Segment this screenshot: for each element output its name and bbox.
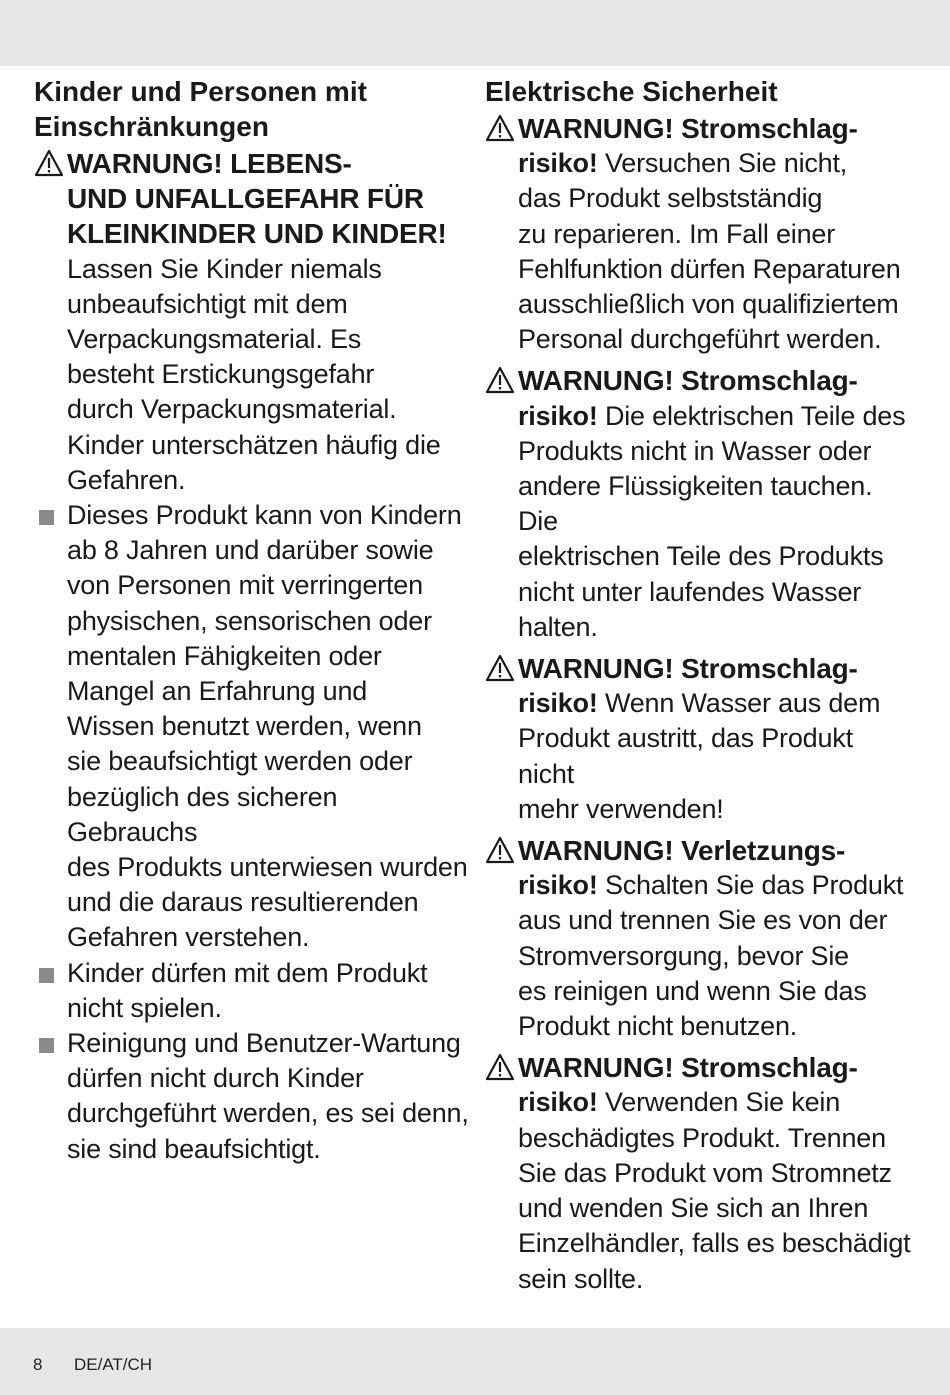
left-column	[34, 74, 469, 1167]
bullet-line: Gefahren verstehen.	[67, 922, 310, 953]
warning-text-line: Kinder unterschätzen häufig die	[67, 429, 441, 460]
warning-triangle-icon	[485, 1053, 515, 1081]
bullet-line: nicht spielen.	[67, 992, 222, 1023]
header-band	[0, 0, 950, 66]
warning-text-line: es reinigen und wenn Sie das	[518, 975, 867, 1006]
bullet-line: von Personen mit verringerten	[67, 570, 423, 601]
warning-text-line: Versuchen Sie nicht,	[597, 148, 848, 179]
warning-block	[485, 651, 915, 827]
bullet-line: Reinigung und Benutzer-Wartung	[67, 1028, 461, 1059]
warning-text-line: Personal durchgeführt werden.	[518, 324, 882, 355]
warning-title: WARNUNG! Verletzungs-	[518, 835, 846, 867]
square-bullet-icon	[39, 968, 54, 983]
warning-block	[485, 111, 915, 357]
warning-text-line: Fehlfunktion dürfen Reparaturen	[518, 253, 901, 284]
warning-text-line: Die elektrischen Teile des	[597, 400, 906, 431]
warning-triangle-icon	[34, 149, 64, 177]
warning-text-line: sein sollte.	[518, 1263, 644, 1294]
warning-text-line: Produkt austritt, das Produkt nicht	[518, 723, 853, 789]
warning-text-line: Verwenden Sie kein	[597, 1087, 841, 1118]
warning-text-line: ausschließlich von qualifiziertem	[518, 289, 899, 320]
bullet-line: durchgeführt werden, es sei denn,	[67, 1098, 469, 1129]
bullet-line: sie sind beaufsichtigt.	[67, 1133, 321, 1164]
warning-lead: risiko!	[518, 870, 598, 901]
warning-text-line: halten.	[518, 611, 598, 642]
warning-triangle-icon	[485, 654, 515, 682]
warning-lead: risiko!	[518, 400, 598, 431]
bullet-line: Wissen benutzt werden, wenn	[67, 711, 422, 742]
warning-text-line: elektrischen Teile des Produkts	[518, 541, 884, 572]
warning-block-children	[34, 146, 469, 498]
right-column	[485, 74, 915, 1297]
section-heading-electrical: Elektrische Sicherheit	[485, 76, 778, 107]
warning-title: WARNUNG! Stromschlag-	[518, 1052, 858, 1084]
warning-block	[485, 363, 915, 645]
heading-line: Kinder und Personen mit	[34, 76, 367, 107]
section-heading-children	[34, 74, 469, 144]
warning-title: WARNUNG! Stromschlag-	[518, 113, 858, 144]
warning-text-line: Verpackungsmaterial. Es	[67, 324, 362, 355]
bullet-line: bezüglich des sicheren Gebrauchs	[67, 781, 338, 847]
warning-text-line: besteht Erstickungsgefahr	[67, 359, 375, 390]
warning-text-line: aus und trennen Sie es von der	[518, 905, 888, 936]
warning-text-line: beschädigtes Produkt. Trennen	[518, 1122, 886, 1153]
warning-text-line: zu reparieren. Im Fall einer	[518, 218, 836, 249]
warning-title-line: KLEINKINDER UND KINDER!	[67, 218, 447, 250]
warning-text-line: Gefahren.	[67, 464, 186, 495]
warning-lead: risiko!	[518, 688, 598, 719]
bullet-line: ab 8 Jahren und darüber sowie	[67, 535, 434, 566]
warning-text-line: nicht unter laufendes Wasser	[518, 576, 862, 607]
bullet-line: mentalen Fähigkeiten oder	[67, 640, 382, 671]
warning-triangle-icon	[485, 114, 515, 142]
warning-text-line: Schalten Sie das Produkt	[597, 870, 904, 901]
warning-title: WARNUNG! Stromschlag-	[518, 365, 858, 397]
warning-text-line: und wenden Sie sich an Ihren	[518, 1193, 869, 1224]
warning-text-line: Produkts nicht in Wasser oder	[518, 435, 872, 466]
bullet-line: des Produkts unterwiesen wurden	[67, 852, 468, 883]
warning-text-line: Einzelhändler, falls es beschädigt	[518, 1228, 911, 1259]
locale-label: DE/AT/CH	[74, 1355, 153, 1374]
page-number: 8	[33, 1355, 43, 1374]
bullet-line: Dieses Produkt kann von Kindern	[67, 500, 462, 531]
list-item	[34, 1026, 469, 1167]
warning-text-line: Wenn Wasser aus dem	[597, 688, 881, 719]
bullet-line: dürfen nicht durch Kinder	[67, 1063, 364, 1094]
bullet-line: Kinder dürfen mit dem Produkt	[67, 957, 428, 988]
warning-text-line: durch Verpackungsmaterial.	[67, 394, 397, 425]
bullet-line: physischen, sensorischen oder	[67, 605, 432, 636]
list-item	[34, 498, 469, 956]
bullet-line: und die daraus resultierenden	[67, 887, 419, 918]
warning-title-line: WARNUNG! LEBENS-	[67, 148, 352, 179]
warning-text-line: das Produkt selbstständig	[518, 183, 823, 214]
warning-triangle-icon	[485, 366, 515, 394]
warning-lead: risiko!	[518, 148, 598, 179]
bullet-line: sie beaufsichtigt werden oder	[67, 746, 413, 777]
warning-text-line: andere Flüssigkeiten tauchen. Die	[518, 471, 873, 537]
warning-text-line: Sie das Produkt vom Stromnetz	[518, 1157, 892, 1188]
list-item	[34, 956, 469, 1026]
warning-block	[485, 1050, 915, 1296]
warning-title: WARNUNG! Stromschlag-	[518, 653, 858, 685]
square-bullet-icon	[39, 1038, 54, 1053]
warning-text-line: Produkt nicht benutzen.	[518, 1011, 798, 1042]
warning-text-line: unbeaufsichtigt mit dem	[67, 288, 348, 319]
warning-title-line: UND UNFALLGEFAHR FÜR	[67, 183, 424, 215]
warning-text-line: mehr verwenden!	[518, 793, 724, 824]
warning-text-line: Lassen Sie Kinder niemals	[67, 253, 382, 284]
warning-triangle-icon	[485, 836, 515, 864]
warning-text-line: Stromversorgung, bevor Sie	[518, 940, 849, 971]
square-bullet-icon	[39, 510, 54, 525]
warning-block	[485, 833, 915, 1044]
warning-lead: risiko!	[518, 1087, 598, 1118]
bullet-line: Mangel an Erfahrung und	[67, 676, 368, 707]
heading-line: Einschränkungen	[34, 111, 269, 142]
